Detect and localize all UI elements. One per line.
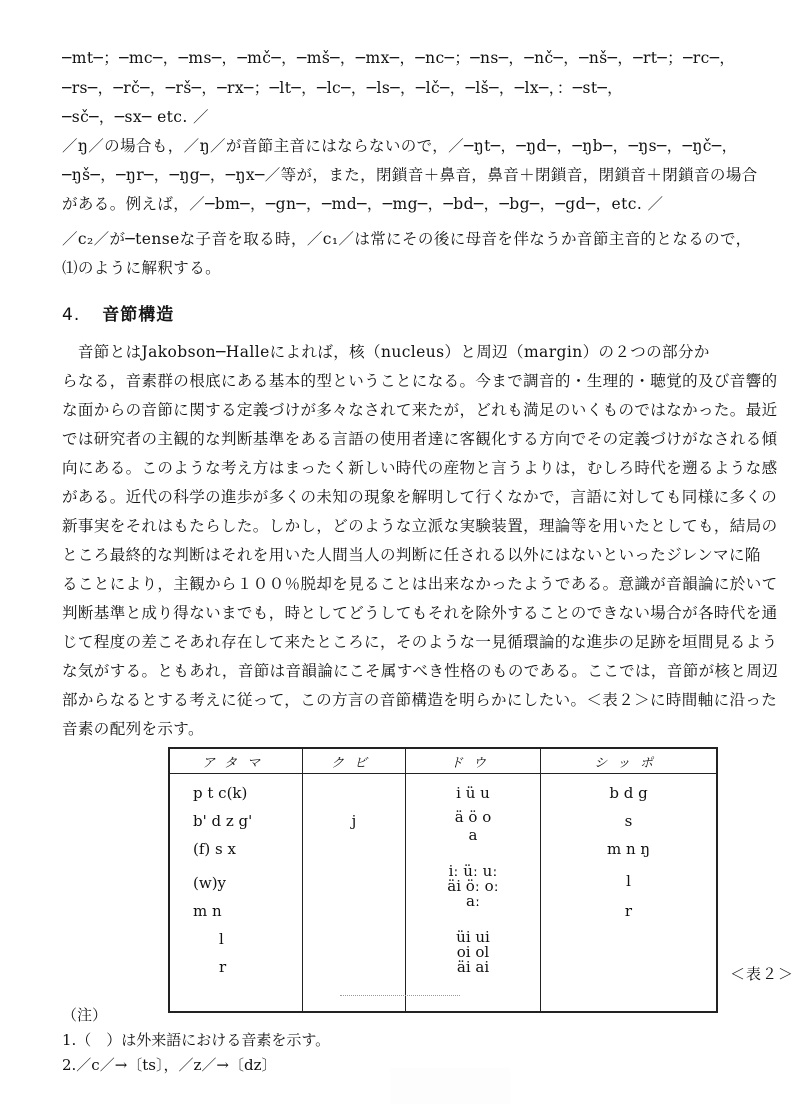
dou-row: i ü u bbox=[456, 784, 490, 802]
atama-row: b' d z g' bbox=[193, 812, 253, 830]
paragraph-line: 向にある。このような考え方はまったく新しい時代の産物と言うよりは，むしろ時代を遡るような感 bbox=[62, 459, 778, 477]
header-atama: アタマ bbox=[169, 748, 303, 774]
paragraph-line: 部からなるとする考えに従って，この方言の音節構造を明らかにしたい。＜表２＞に時間軸に沿った bbox=[62, 691, 778, 709]
text-line: ─sč─，─sx─ etc. ／ bbox=[62, 108, 209, 126]
paragraph-line: 音節とはJakobson─Halleによれば，核（nucleus）と周辺（margin）の２つの部分か bbox=[62, 343, 710, 361]
dou-row: ä ö o bbox=[454, 808, 492, 826]
atama-row: (w)y bbox=[193, 874, 227, 892]
paragraph-line: 判断基準と成り得ないまでも，時としてどうしてもそれを除外することのできない場合が各時代を通 bbox=[62, 604, 778, 622]
header-kubi: クビ bbox=[303, 748, 406, 774]
paragraph-line: じて程度の差こそあれ存在して来たところに，そのような一見循環論的な進歩の足跡を垣間見るよう bbox=[62, 633, 778, 651]
text-line: ─mt─；─mc─，─ms─，─mč─，─mš─，─mx─，─nc─；─ns─，─nč─，─nš─，─rt─；─rc─， bbox=[62, 49, 736, 67]
text-line: ─rs─，─rč─，─rš─，─rx─；─lt─，─lc─，─ls─，─lč─，─lš─，─lx─，：─st─， bbox=[62, 79, 624, 97]
atama-row: l bbox=[219, 930, 224, 948]
note-item: 2.／c／→〔ts〕，／z／→〔dz〕 bbox=[62, 1056, 277, 1074]
text-line: ／ŋ／の場合も，／ŋ／が音節主音にはならないので，／─ŋt─，─ŋd─，─ŋb─，─ŋs─，─ŋč─， bbox=[62, 137, 738, 155]
paragraph-line: がある。近代の科学の進歩が多くの未知の現象を解明して行くなかで，言語に対しても同様に多くの bbox=[62, 488, 778, 506]
shippo-row: m n ŋ bbox=[606, 840, 651, 858]
text-line: ／c₂／が─tenseな子音を取る時，／c₁／は常にその後に母音を伴なうか音節主音的となるので， bbox=[62, 230, 752, 248]
text-line: がある。例えば，／─bm─，─gn─，─md─，─mg─，─bd─，─bg─，─gd─，etc. ／ bbox=[62, 195, 664, 213]
text-line: ⑴のように解釈する。 bbox=[62, 259, 222, 277]
section-number: 4. bbox=[62, 305, 81, 325]
paragraph-line: 音素の配列を示す。 bbox=[62, 720, 204, 738]
header-shippo: シッポ bbox=[541, 748, 718, 774]
kubi-row bbox=[304, 782, 404, 810]
atama-row: p t c(k) bbox=[193, 784, 248, 802]
column-kubi bbox=[303, 774, 406, 1013]
divider bbox=[340, 995, 460, 996]
paragraph-line: な面からの音節に関する定義づけが多々なされて来たが，どれも満足のいくものではなかった。最近 bbox=[62, 401, 778, 419]
dou-row: äi ai bbox=[456, 958, 490, 976]
dou-row: a bbox=[468, 826, 478, 844]
column-atama bbox=[169, 774, 303, 1013]
kubi-row: j bbox=[351, 812, 357, 830]
paragraph-line: ることにより，主観から１００％脱却を見ることは出来なかったようである。意識が音韻論に於いて bbox=[62, 575, 778, 593]
blank-area bbox=[390, 1068, 510, 1104]
header-dou: ドウ bbox=[406, 748, 541, 774]
paragraph-line: な気がする。ともあれ，音節は音韻論にこそ属すべき性格のものである。ここでは，音節が核と周辺 bbox=[62, 662, 779, 680]
atama-row: r bbox=[219, 958, 227, 976]
section-title: 音節構造 bbox=[102, 305, 175, 325]
dou-row: aː bbox=[466, 892, 480, 910]
text-line: ─ŋš─，─ŋr─，─ŋg─，─ŋx─／等が，また，閉鎖音＋鼻音，鼻音＋閉鎖音，閉鎖音＋閉鎖音の場合 bbox=[62, 166, 758, 184]
atama-row: (f) s x bbox=[193, 840, 236, 858]
column-dou bbox=[406, 774, 541, 1013]
shippo-row: l bbox=[626, 872, 631, 890]
phoneme-table bbox=[168, 747, 718, 1013]
shippo-row: r bbox=[624, 902, 633, 920]
paragraph-line: 新事実をそれはもたらした。しかし，どのような立派な実験装置，理論等を用いたとしても，結局の bbox=[62, 517, 778, 535]
table-label: ＜表２＞ bbox=[730, 965, 795, 983]
section-heading bbox=[62, 300, 174, 325]
paragraph-line: ところ最終的な判断はそれを用いた人間当人の判断に任される以外にはないといったジレンマに陥 bbox=[62, 546, 761, 564]
dou-row: äi öː oː bbox=[447, 877, 499, 895]
column-shippo bbox=[541, 774, 718, 1013]
shippo-row: b d g bbox=[609, 784, 648, 802]
dou-row: üi ui bbox=[456, 928, 490, 946]
note-item: 1.（ ）は外来語における音素を示す。 bbox=[62, 1031, 331, 1049]
paragraph-line: らなる，音素群の根底にある基本的型ということになる。今まで調音的・生理的・聴覚的及び音響的 bbox=[62, 372, 778, 390]
notes-heading: （注） bbox=[62, 1006, 108, 1024]
paragraph-line: では研究者の主観的な判断基準をある言語の使用者達に客観化する方向でその定義づけがなされる傾 bbox=[62, 430, 778, 448]
shippo-row: s bbox=[624, 812, 633, 830]
dou-row: oi ol bbox=[456, 943, 490, 961]
atama-row: m n bbox=[193, 902, 222, 920]
dou-row: iː üː uː bbox=[448, 862, 498, 880]
